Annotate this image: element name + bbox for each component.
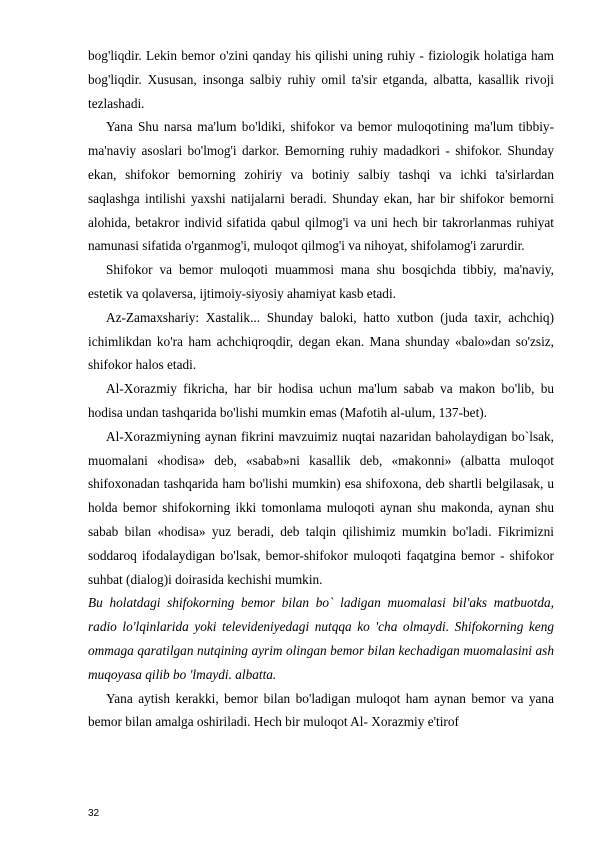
paragraph-6: Al-Xorazmiyning aynan fikrini mavzuimiz nuqtai nazaridan baholaydigan bo`lsak, muomalani «hodisa» deb, «sabab»ni kasallik deb, «makonni» (albatta muloqot shifoxonadan tashqarida ham bo'lishi mumkin) esa shifoxona, deb shartli belgilasak, u holda bemor shifokorning ikki tomonlama muloqoti aynan shu makonda, aynan shu sabab bilan «hodisa» yuz beradi, deb talqin qilishimiz mumkin bo'ladi. Fikrimizni soddaroq ifodalaydigan bo'lsak, bemor-shifokor muloqoti faqatgina bemor - shifokor suhbat (dialog)i doirasida kechishi mumkin.: [88, 428, 554, 587]
body-text: [88, 44, 554, 734]
paragraph-3: Shifokor va bemor muloqoti muammosi mana shu bosqichda tibbiy, ma'naviy, estetik va qolaversa, ijtimoiy-siyosiy ahamiyat kasb etadi.: [88, 262, 554, 301]
page-number: 32: [88, 808, 100, 819]
paragraph-5: Al-Xorazmiy fikricha, har bir hodisa uchun ma'lum sabab va makon bo'lib, bu hodisa undan tashqarida bo'lishi mumkin emas (Mafotih al-ulum, 137-bet).: [88, 381, 554, 420]
paragraph-1: bog'liqdir. Lekin bemor o'zini qanday his qilishi uning ruhiy - fiziologik holatiga ham bog'liqdir. Xususan, insonga salbiy ruhiy omil ta'sir etganda, albatta, kasallik rivoji tezlashadi.: [88, 48, 554, 111]
paragraph-8: Yana aytish kerakki, bemor bilan bo'ladigan muloqot ham aynan bemor va yana bemor bilan amalga oshiriladi. Hech bir muloqot Al- Xorazmiy e'tirof: [88, 690, 554, 730]
paragraph-4: Az-Zamaxshariy: Xastalik... Shunday baloki, hatto xutbon (juda taxir, achchiq) ichimlikdan ko'ra ham achchiqroqdir, degan ekan. Mana shunday «balo»dan so'zsiz, shifokor halos etadi.: [88, 309, 554, 373]
paragraph-2: Yana Shu narsa ma'lum bo'ldiki, shifokor va bemor muloqotining ma'lum tibbiy-ma'naviy asoslari bo'lmog'i darkor. Bemorning ruhiy madadkori - shifokor. Shunday ekan, shifokor bemorning zohiriy va botiniy salbiy tashqi va ichki ta'sirlardan saqlashga intilishi yaxshi natijalarni beradi. Shunday ekan, har bir shifokor bemorni alohida, betakror individ sifatida qabul qilmog'i va uni hech bir takrorlanmas ruhiyat namunasi sifatida o'rganmog'i, muloqot qilmog'i va nihoyat, shifolamog'i zarurdir.: [88, 119, 554, 254]
paragraph-7-italic: Bu holatdagi shifokorning bemor bilan bo` ladigan muomalasi bil'aks matbuotda, radio lo'lqinlarida yoki televideniyedagi nutqqa ko 'cha olmaydi. Shifokorning keng ommaga qaratilgan nutqining ayrim olingan bemor bilan kechadigan muomalasini ash muqoyasa qilib bo 'lmaydi. albatta.: [88, 595, 554, 682]
